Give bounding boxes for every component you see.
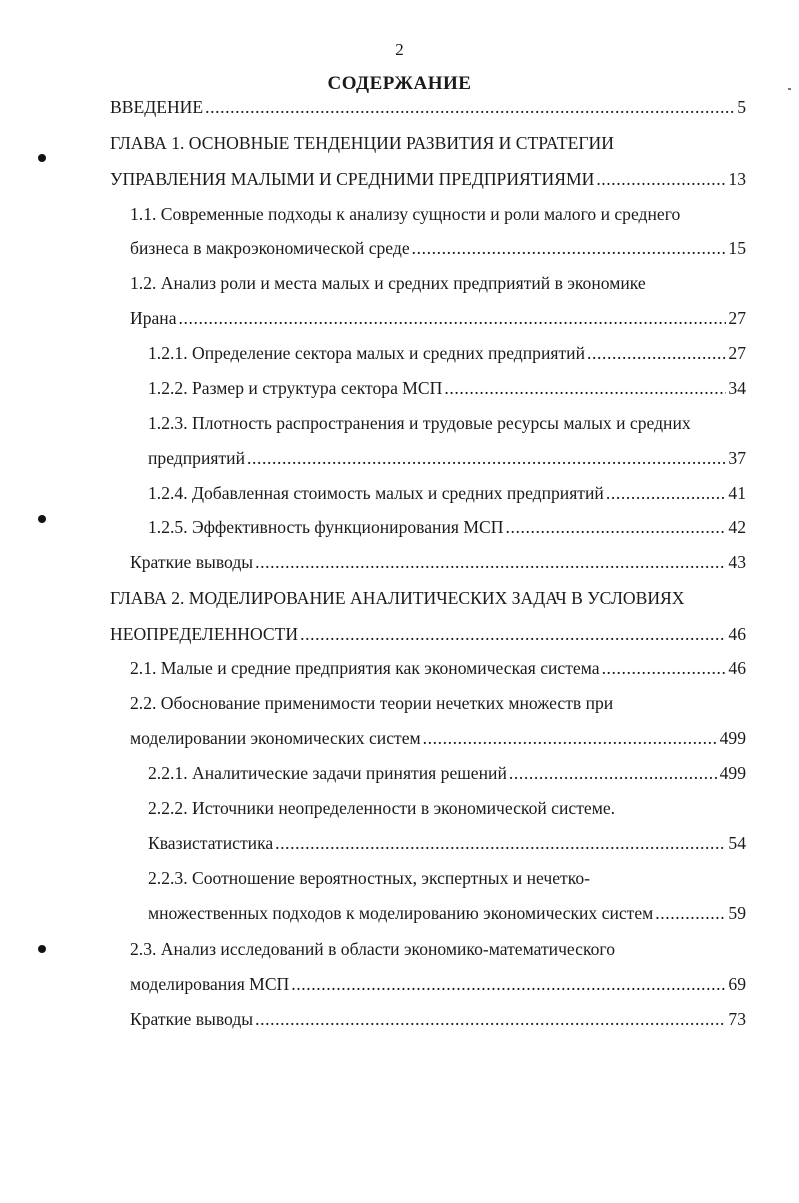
- toc-entry-page: 46: [728, 624, 746, 644]
- dot-leader: [509, 756, 718, 790]
- toc-entry-text: Краткие выводы: [130, 552, 254, 572]
- toc-entry-text: 2.3. Анализ исследований в области экономико-математического: [130, 939, 616, 959]
- toc-entry-1-2-2: [148, 371, 746, 405]
- dot-leader: [602, 651, 727, 685]
- dot-leader: [205, 90, 735, 124]
- toc-entry-text: предприятий: [148, 448, 245, 468]
- binder-hole-mark: [38, 515, 46, 523]
- toc-entry-2-3-line-1: [130, 932, 615, 966]
- binder-hole-mark: [38, 154, 46, 162]
- toc-entry-page: 5: [737, 97, 746, 117]
- toc-entry-1-2-3-line-1: [148, 406, 691, 440]
- toc-entry-page: 69: [728, 974, 746, 994]
- toc-entry-2-2-3: [148, 896, 746, 930]
- toc-entry-2-2-line-1: [130, 686, 613, 720]
- toc-entry-text: бизнеса в макроэкономической среде: [130, 238, 410, 258]
- toc-entry-1-2-5: [148, 510, 746, 544]
- toc-entry-1-2-line-1: [130, 266, 646, 300]
- dot-leader: [596, 162, 726, 196]
- toc-entry-2-2-1: [148, 756, 746, 790]
- toc-entry-summary-2: [130, 1002, 746, 1036]
- toc-entry-page: 13: [728, 169, 746, 189]
- dot-leader: [587, 336, 726, 370]
- toc-entry-page: 37: [728, 448, 746, 468]
- toc-entry-page: 27: [728, 308, 746, 328]
- toc-entry-2-1: [130, 651, 746, 685]
- toc-entry-page: 499: [719, 763, 746, 783]
- toc-entry-text: Квазистатистика: [148, 833, 274, 853]
- toc-entry-1-1: [130, 231, 746, 265]
- toc-entry-2-2: [130, 721, 746, 755]
- toc-entry-page: 42: [728, 517, 746, 537]
- toc-entry-text: 2.2.2. Источники неопределенности в экономической системе.: [148, 798, 616, 818]
- toc-entry-chapter-1-line-1: [110, 126, 614, 160]
- dot-leader: [255, 545, 726, 579]
- toc-entry-text: 1.1. Современные подходы к анализу сущности и роли малого и среднего: [130, 204, 681, 224]
- toc-entry-introduction: [110, 90, 746, 124]
- toc-entry-text: 1.2. Анализ роли и места малых и средних предприятий в экономике: [130, 273, 646, 293]
- toc-entry-page: 34: [728, 378, 746, 398]
- toc-entry-2-3: [130, 967, 746, 1001]
- page-number: 2: [395, 40, 404, 59]
- toc-entry-chapter-1: [110, 162, 746, 196]
- toc-entry-chapter-2: [110, 617, 746, 651]
- toc-entry-text: 2.2.1. Аналитические задачи принятия решений: [148, 763, 507, 783]
- toc-entry-text: ГЛАВА 2. МОДЕЛИРОВАНИЕ АНАЛИТИЧЕСКИХ ЗАДАЧ В УСЛОВИЯХ: [110, 588, 685, 608]
- page-title: СОДЕРЖАНИЕ: [327, 73, 472, 94]
- dot-leader: [444, 371, 726, 405]
- toc-entry-text: моделировании экономических систем: [130, 728, 421, 748]
- dot-leader: [655, 896, 726, 930]
- toc-entry-2-2-2: [148, 826, 746, 860]
- toc-entry-chapter-2-line-1: [110, 581, 685, 615]
- toc-entry-text: 1.2.2. Размер и структура сектора МСП: [148, 378, 443, 398]
- toc-entry-text: Краткие выводы: [130, 1009, 254, 1029]
- toc-entry-text: множественных подходов к моделированию экономических систем: [148, 903, 654, 923]
- toc-entry-page: 59: [728, 903, 746, 923]
- dot-leader: [179, 301, 727, 335]
- toc-entry-page: 46: [728, 658, 746, 678]
- toc-entry-text: ГЛАВА 1. ОСНОВНЫЕ ТЕНДЕНЦИИ РАЗВИТИЯ И СТРАТЕГИИ: [110, 133, 614, 153]
- toc-entry-1-1-line-1: [130, 197, 680, 231]
- toc-entry-1-2-4: [148, 476, 746, 510]
- toc-entry-page: 73: [728, 1009, 746, 1029]
- toc-entry-text: 2.2.3. Соотношение вероятностных, экспертных и нечетко-: [148, 868, 591, 888]
- toc-entry-text: УПРАВЛЕНИЯ МАЛЫМИ И СРЕДНИМИ ПРЕДПРИЯТИЯМИ: [110, 169, 595, 189]
- toc-entry-page: 54: [728, 833, 746, 853]
- toc-entry-text: 2.1. Малые и средние предприятия как экономическая система: [130, 658, 600, 678]
- dot-leader: [275, 826, 726, 860]
- dot-leader: [606, 476, 727, 510]
- toc-entry-page: 41: [728, 483, 746, 503]
- toc-entry-page: 43: [728, 552, 746, 572]
- toc-entry-text: НЕОПРЕДЕЛЕННОСТИ: [110, 624, 299, 644]
- toc-entry-summary-1: [130, 545, 746, 579]
- toc-entry-1-2-3: [148, 441, 746, 475]
- toc-entry-text: моделирования МСП: [130, 974, 290, 994]
- toc-entry-2-2-3-line-1: [148, 861, 590, 895]
- dot-leader: [300, 617, 726, 651]
- toc-entry-page: 27: [728, 343, 746, 363]
- toc-entry-2-2-2-line-1: [148, 791, 615, 825]
- toc-entry-1-2-1: [148, 336, 746, 370]
- toc-entry-page: 15: [728, 238, 746, 258]
- toc-entry-text: 1.2.3. Плотность распространения и трудовые ресурсы малых и средних: [148, 413, 691, 433]
- dot-leader: [255, 1002, 726, 1036]
- toc-entry-text: 1.2.1. Определение сектора малых и средних предприятий: [148, 343, 585, 363]
- toc-entry-page: 499: [719, 728, 746, 748]
- toc-entry-text: 1.2.5. Эффективность функционирования МСП: [148, 517, 504, 537]
- dot-leader: [423, 721, 718, 755]
- scan-speck: [788, 88, 791, 90]
- toc-entry-text: Ирана: [130, 308, 177, 328]
- toc-entry-text: 1.2.4. Добавленная стоимость малых и средних предприятий: [148, 483, 604, 503]
- dot-leader: [247, 441, 726, 475]
- toc-entry-text: ВВЕДЕНИЕ: [110, 97, 204, 117]
- dot-leader: [291, 967, 726, 1001]
- binder-hole-mark: [38, 945, 46, 953]
- dot-leader: [505, 510, 726, 544]
- toc-entry-text: 2.2. Обоснование применимости теории нечетких множеств при: [130, 693, 614, 713]
- dot-leader: [412, 231, 727, 265]
- toc-entry-1-2: [130, 301, 746, 335]
